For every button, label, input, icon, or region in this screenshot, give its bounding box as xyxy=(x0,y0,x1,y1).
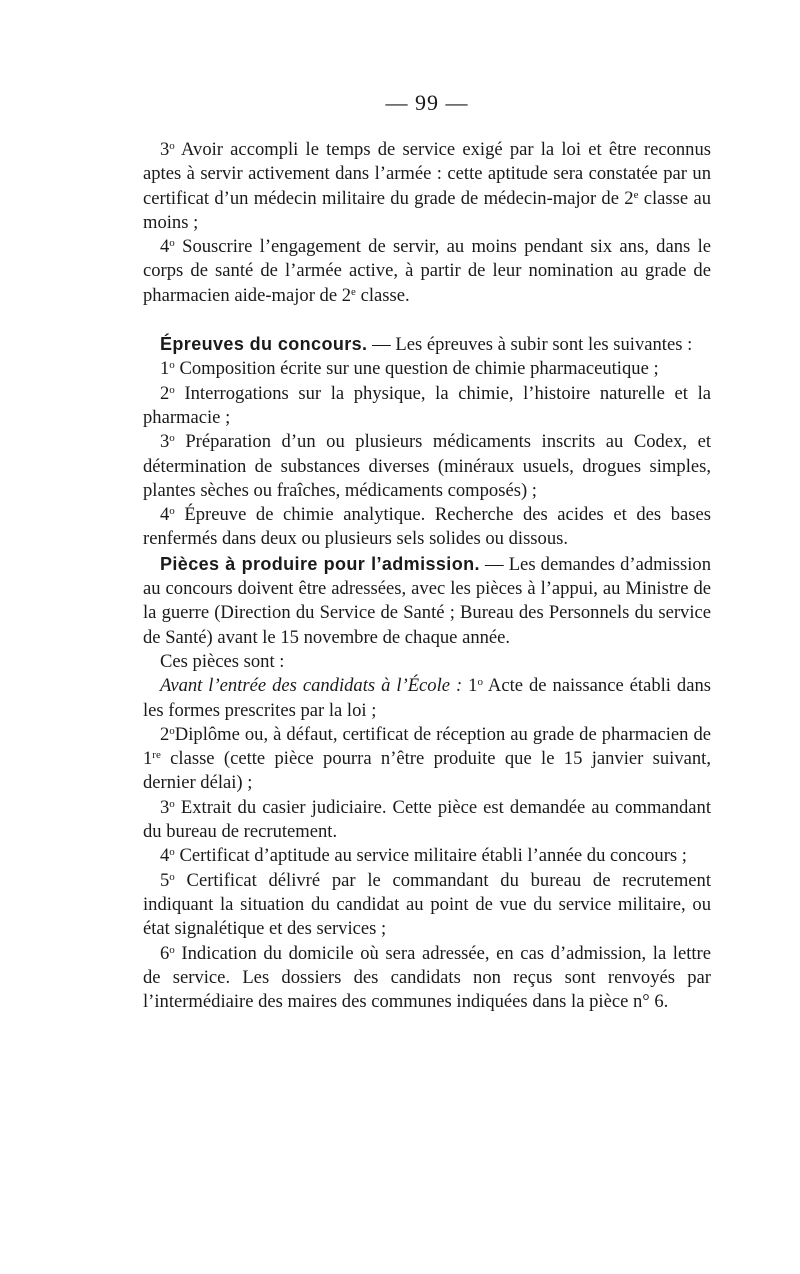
condition-item-4 xyxy=(143,235,711,308)
item-number: 3 xyxy=(160,431,170,453)
ordinal-mark: o xyxy=(169,870,175,883)
item-number: 4 xyxy=(160,236,170,258)
ordinal-mark: o xyxy=(169,505,175,518)
item-text: Épreuve de chimie analytique. Recherche des acides et des bases renfermés dans deux ou plusieurs sels solides ou dissous. xyxy=(143,504,711,550)
item-number: 1 xyxy=(468,675,478,697)
document-page xyxy=(143,90,711,1014)
section-gap xyxy=(143,308,711,332)
ordinal-mark: o xyxy=(169,724,175,737)
epreuve-item-4 xyxy=(143,503,711,552)
section-heading-epreuves: Épreuves du concours. xyxy=(160,334,368,355)
ordinal-mark: o xyxy=(169,139,175,152)
item-text: Indication du domicile où sera adressée, en cas d’admission, la lettre de service. Les dossiers des candidats non reçus sont renvoyés par l’intermédiaire des maires des communes indiquées dans la pièce n° 6. xyxy=(143,942,712,1013)
piece-item-1 xyxy=(143,674,711,723)
item-text: Souscrire l’engagement de servir, au moins pendant six ans, dans le corps de santé de l’armée active, à partir de leur nomination au grade de pharmacien aide-major de 2 xyxy=(143,236,712,306)
piece-item-2 xyxy=(143,723,711,796)
ordinal-mark: o xyxy=(477,676,483,689)
ordinal-mark: o xyxy=(169,943,175,956)
item-text-end: classe (cette pièce pourra n’être produite que le 15 janvier suivant, dernier délai) ; xyxy=(143,748,711,794)
epreuves-intro: — Les épreuves à subir sont les suivantes : xyxy=(367,334,693,356)
item-number: 4 xyxy=(160,504,170,526)
pieces-list-intro: Ces pièces sont : xyxy=(160,650,285,672)
item-text-end: classe au moins ; xyxy=(143,187,711,233)
item-number: 3 xyxy=(160,796,170,818)
ordinal-mark: o xyxy=(169,359,175,372)
ordinal-mark: o xyxy=(169,237,175,250)
item-text-end: classe. xyxy=(355,284,410,306)
ordinal-mark: o xyxy=(169,797,175,810)
item-number: 3 xyxy=(160,139,170,160)
item-text: Composition écrite sur une question de chimie pharmaceutique ; xyxy=(179,358,659,380)
item-number: 5 xyxy=(160,869,170,891)
piece-item-6 xyxy=(143,942,711,1015)
item-number: 2 xyxy=(160,382,170,404)
epreuve-item-2 xyxy=(143,382,711,431)
pieces-intro: — Les demandes d’admission au concours doivent être adressées, avec les pièces à l’appui, au Ministre de la guerre (Direction du Service de Santé ; Bureau des Personnels du service de Santé) avant le 15 novembre de chaque année. xyxy=(143,553,711,648)
epreuve-item-3 xyxy=(143,430,711,503)
section-heading-pieces: Pièces à produire pour l’admission. xyxy=(160,553,480,574)
item-number: 2 xyxy=(160,723,170,745)
epreuve-item-1 xyxy=(143,357,711,381)
item-text: Préparation d’un ou plusieurs médicaments inscrits au Codex, et détermination de substances diverses (minéraux usuels, drogues simples, plantes sèches ou fraîches, médicaments composés) ; xyxy=(143,431,711,501)
epreuves-paragraph xyxy=(143,332,711,357)
item-text: Certificat délivré par le commandant du bureau de recrutement indiquant la situation du candidat au point de vue du service militaire, ou état signalétique et des services ; xyxy=(143,869,711,940)
piece-item-4 xyxy=(143,844,711,868)
avant-label: Avant l’entrée des candidats à l’École : xyxy=(160,675,463,697)
condition-item-3 xyxy=(143,138,711,235)
ordinal-mark: o xyxy=(169,846,175,859)
pieces-paragraph xyxy=(143,552,711,650)
page-number: — 99 — xyxy=(385,90,469,115)
piece-item-5 xyxy=(143,869,711,942)
item-text: Avoir accompli le temps de service exigé par la loi et être reconnus aptes à servir activement dans l’armée : cette aptitude sera constatée par un certificat d’un médecin militaire du grade de médecin-major de 2 xyxy=(143,139,712,209)
item-number: 1 xyxy=(160,358,170,380)
item-number: 6 xyxy=(160,942,170,964)
item-text: Interrogations sur la physique, la chimie, l’histoire naturelle et la pharmacie ; xyxy=(143,382,711,428)
superscript: e xyxy=(633,188,639,201)
item-number: 4 xyxy=(160,845,170,867)
ordinal-mark: o xyxy=(169,383,175,396)
ordinal-mark: o xyxy=(169,432,175,445)
item-text: Extrait du casier judiciaire. Cette pièce est demandée au commandant du bureau de recrutement. xyxy=(143,796,711,843)
item-text: Certificat d’aptitude au service militaire établi l’année du concours ; xyxy=(179,845,687,867)
superscript: re xyxy=(152,749,161,762)
item-text: Acte de naissance établi dans les formes prescrites par la loi ; xyxy=(143,675,711,721)
superscript: e xyxy=(351,285,356,298)
item-text: Diplôme ou, à défaut, certificat de réception au grade de pharmacien de 1 xyxy=(143,723,711,770)
piece-item-3 xyxy=(143,796,711,845)
